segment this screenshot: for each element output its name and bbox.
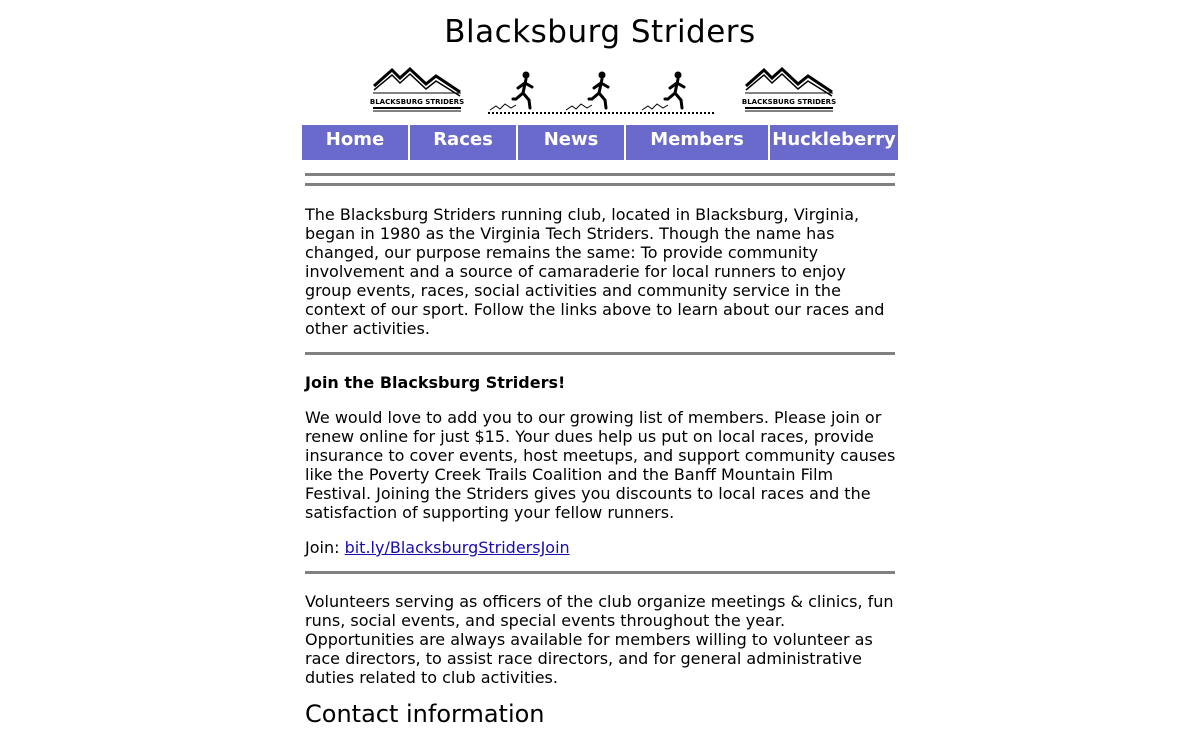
- join-link-line: [305, 538, 897, 557]
- main-nav: [302, 125, 898, 160]
- join-paragraph: We would love to add you to our growing list of members. Please join or renew online for just $15. Your dues help us put on local races, provide insurance to cover events, host meetups, and support community causes like the Poverty Creek Trails Coalition and the Banff Mountain Film Festival. Joining the Striders gives you discounts to local races and the satisfaction of supporting your fellow runners.: [305, 408, 896, 522]
- svg-text:BLACKSBURG STRIDERS: BLACKSBURG STRIDERS: [370, 98, 465, 106]
- contact-heading: Contact information: [305, 700, 545, 728]
- nav-home[interactable]: Home: [302, 125, 410, 160]
- join-link-label: Join:: [305, 538, 340, 557]
- divider: [305, 183, 895, 186]
- mountain-logo-right: [742, 69, 836, 111]
- nav-members[interactable]: Members: [626, 125, 770, 160]
- divider: [305, 352, 895, 355]
- mountain-logo-left: [370, 69, 464, 111]
- nav-news[interactable]: News: [518, 125, 626, 160]
- divider: [305, 571, 895, 574]
- nav-races[interactable]: Races: [410, 125, 518, 160]
- volunteers-section: [305, 592, 897, 687]
- banner-image: [370, 66, 836, 118]
- intro-section: [305, 205, 897, 338]
- volunteers-paragraph: Volunteers serving as officers of the club organize meetings & clinics, fun runs, social events, and special events throughout the year. Opportunities are always available for members willing to volunteer as race directors, to assist race directors, and for general administrative duties related to club activities.: [305, 592, 894, 687]
- divider: [305, 173, 895, 176]
- runners-illustration: [488, 72, 716, 114]
- site-title: Blacksburg Striders: [444, 14, 756, 50]
- intro-paragraph: The Blacksburg Striders running club, located in Blacksburg, Virginia, began in 1980 as the Virginia Tech Striders. Though the name has changed, our purpose remains the same: To provide community involvement and a source of camaraderie for local runners to enjoy group events, races, social activities and community service in the context of our sport. Follow the links above to learn about our races and other activities.: [305, 205, 885, 338]
- join-section: [305, 373, 897, 557]
- join-heading: Join the Blacksburg Striders!: [305, 373, 566, 392]
- join-link[interactable]: bit.ly/BlacksburgStridersJoin: [344, 538, 570, 557]
- nav-huckleberry[interactable]: Huckleberry: [770, 125, 898, 160]
- svg-text:BLACKSBURG STRIDERS: BLACKSBURG STRIDERS: [741, 98, 836, 106]
